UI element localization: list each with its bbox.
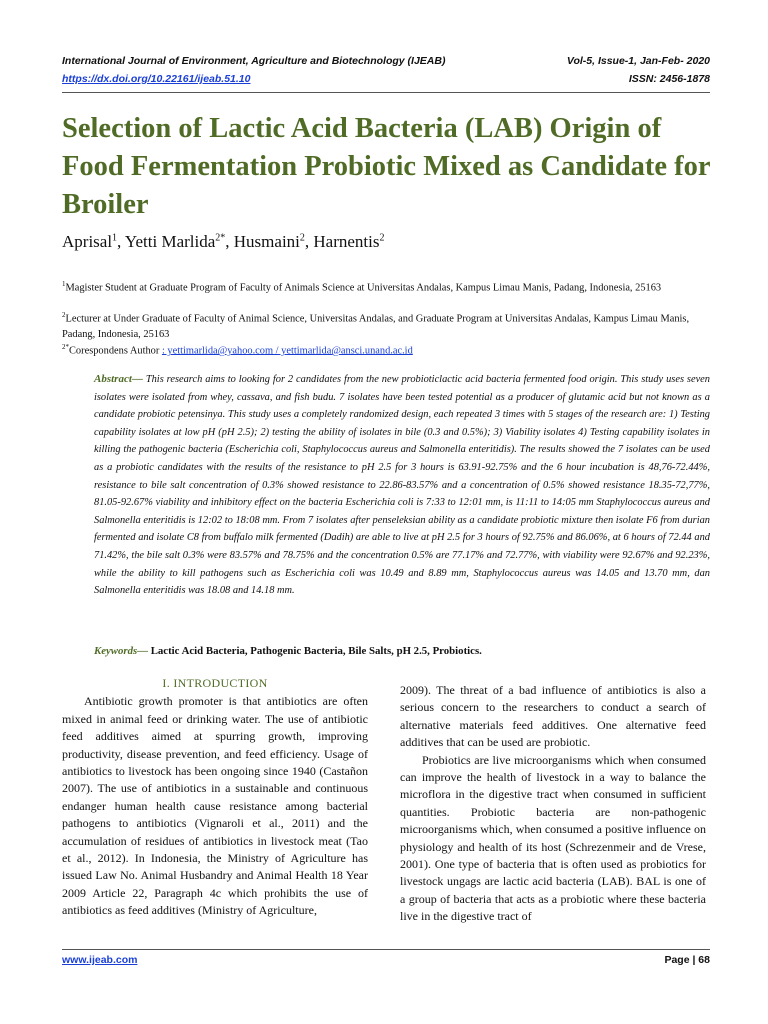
keywords-heading: Keywords— (94, 645, 148, 657)
affiliation-text: Lecturer at Under Graduate of Faculty of Animal Science, Universitas Andalas, and Graduate Program at Universitas Andalas, Kampus Limau Manis, Padang, Indonesia, 25163 (62, 313, 690, 341)
author-separator: , (225, 232, 234, 251)
paragraph: Probiotics are live microorganisms which when consumed can improve the health of livestock in a way to balance the microflora in the digestive tract when consumed in sufficient quantities. Probiotic bacteria are non-pathogenic microorganisms which, when consumed a positive influence on physiology and health of its host (Schrezenmeir and de Vrese, 2001). One type of bacteria that is often used as probiotics for livestock ungags are lactic acid bacteria (LAB). BAL is one of a group of bacteria that acts as a probiotic where these bacteria live in the digestive tract of (400, 752, 706, 924)
corresponding-label: Corespondens Author (69, 345, 162, 357)
page-number: Page | 68 (664, 954, 710, 966)
volume-info: Vol-5, Issue-1, Jan-Feb- 2020 (566, 55, 710, 67)
paper-title: Selection of Lactic Acid Bacteria (LAB) Origin of Food Fermentation Probiotic Mixed as Candidate for Broiler (62, 113, 711, 220)
affiliation-mark: 1 (62, 280, 66, 288)
doi-link[interactable]: https://dx.doi.org/10.22161/ijeab.51.10 (62, 73, 251, 85)
affiliation-mark: 2* (62, 343, 69, 351)
paragraph: Antibiotic growth promoter is that antibiotics are often mixed in animal feed or drinking water. The use of antibiotic feed additives aimed at spurring growth, improving productivity, disease prevention, and feed efficiency. Usage of antibiotics to livestock has been ongoing since 1940 (Castañon 2007). The use of antibiotics in a sustainable and continuous endanger human health cause resistance among bacterial pathogens to antibiotics (Vignaroli et al., 2011) and the accumulation of residues of antibiotics in livestock meat (Tao et al., 2012). In Indonesia, the Ministry of Agriculture has issued Law No. Animal Husbandry and Animal Health 18 Year 2009 Article 22, Paragraph 4c which prohibits the use of antibiotics as feed additives (Ministry of Agriculture, (62, 694, 368, 918)
affiliation-1 (62, 276, 710, 296)
issn: ISSN: 2456-1878 (628, 73, 710, 85)
author-affiliation-mark: 2* (215, 232, 226, 244)
abstract-heading: Abstract— (94, 373, 143, 385)
author-name: Yetti Marlida (124, 232, 216, 251)
affiliation-2 (62, 307, 710, 343)
author-separator: , (304, 232, 314, 251)
author-list (62, 232, 384, 252)
footer-divider (62, 949, 710, 950)
author-separator: , (117, 232, 125, 251)
email-link[interactable]: : yettimarlida@yahoo.com / yettimarlida@ansci.unand.ac.id (161, 345, 413, 357)
author-affiliation-mark: 2 (299, 232, 305, 244)
affiliation-text: Magister Student at Graduate Program of Faculty of Animals Science at Universitas Andalas, Kampus Limau Manis, Padang, Indonesia, 25163 (65, 282, 662, 294)
corresponding-author (62, 339, 710, 359)
abstract-text: This research aims to looking for 2 candidates from the new probioticlactic acid bacteria fermented food origin. This study uses seven isolates were isolated from whey, cassava, and fish budu. 7 isolates have been tested potential as a producer of glutamic acid but not known as a candidate probiotic petensinya. This study uses a completely randomized design, each repeated 3 times with 5 stages of the research are: 1) Testing capability isolates at low pH (pH 2.5); 2) testing the ability of isolates in bile (0.3 and 0.5%); 3) Viability isolates 4) Testing capability isolates in killing the pathogenic bacteria (Escherichia coli, Staphylococcus aureus and Salmonella enteritidis). The results showed the 7 isolates can be used as a probiotic candidates with the results of the resistance to pH 2.5 for 3 hours is 63.91-92.75% and the 6 hour incubation is 48,76-72.44%, resistance to bile salt concentration of 0.3% showed resistance to 22.86-83.57% and a concentration of 0.5% showed resistance 18.35-72,77%, 81.05-92.67% viability and inhibitory effect on the bacteria Escherichia coli is 7:33 to 12:01 mm, is 11:11 to 14:05 mm Staphylococcus aureus and Salmonella enteritidis is 12:02 to 18:08 mm. From 7 isolates after penseleksian ability as a candidate probiotic mixture then isolate F6 from durian fermented and isolate C8 from buffalo milk fermented (Dadih) are able to live at pH 2.5 for 3 hours of 92.75% and 86.06%, at 6 hours of 72.44 and 71.42%, the bile salt 0.3% were 83.57% and 78.75% and the concentration 0.5% are 77.17% and 72.77%, with viability were 92.67% and 92.23%, while the ability to kill pathogens such as Escherichia coli was 10.49 and 8.89 mm, Staphylococcus aureus was 14.05 and 13.70 mm, dan Salmonella enteritidis was 18.08 and 14.18 mm. (94, 374, 710, 597)
author-affiliation-mark: 1 (112, 232, 118, 244)
author-affiliation-mark: 2 (379, 232, 385, 244)
paragraph: 2009). The threat of a bad influence of antibiotics is also a serious concern to the researchers to conduct a search of alternative materials feed additives. One alternative feed additives that can be used are probiotic. (400, 683, 706, 750)
journal-name: International Journal of Environment, Agriculture and Biotechnology (IJEAB) (62, 55, 446, 67)
abstract (94, 371, 710, 600)
section-heading: I. INTRODUCTION (162, 676, 268, 690)
left-column (62, 675, 368, 920)
right-column (400, 682, 706, 926)
website-link[interactable]: www.ijeab.com (62, 954, 138, 966)
keywords-text: Lactic Acid Bacteria, Pathogenic Bacteria, Bile Salts, pH 2.5, Probiotics. (148, 645, 482, 657)
affiliation-mark: 2 (62, 311, 66, 319)
author-name: Aprisal (62, 232, 113, 251)
header-divider (62, 92, 710, 93)
keywords (94, 645, 710, 657)
author-name: Husmaini (233, 232, 300, 251)
author-name: Harnentis (313, 232, 380, 251)
